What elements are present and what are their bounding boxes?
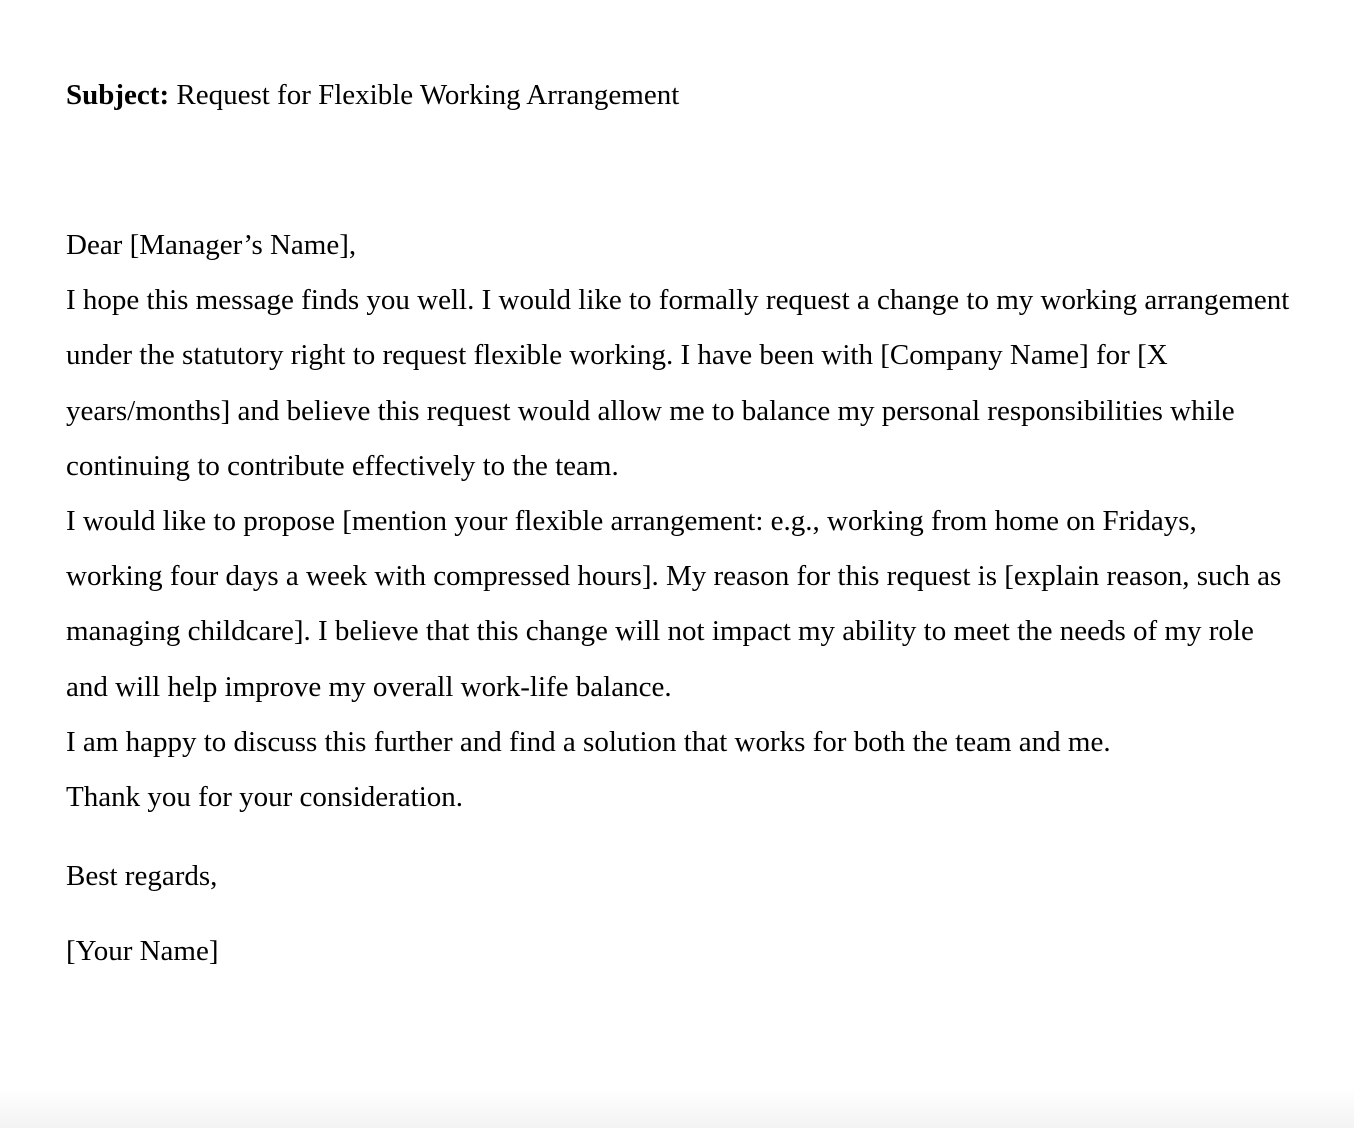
paragraph-thanks: Thank you for your consideration. <box>66 781 464 814</box>
salutation: Dear [Manager’s Name], <box>66 229 357 261</box>
subject-text: Request for Flexible Working Arrangement <box>176 79 680 111</box>
paragraph-discussion: I am happy to discuss this further and find a solution that works for both the team and me. <box>66 725 1111 758</box>
bottom-shadow <box>0 1088 1354 1128</box>
paragraph-proposal: I would like to propose [mention your flexible arrangement: e.g., working from home on Fridays, working four days a week with compressed hours]. My reason for this request is [explain reason, such as managing childcare]. I believe that this change will not impact my ability to meet the needs of my role and will help improve my overall work-life balance. <box>66 505 1282 703</box>
paragraph-intro: I hope this message finds you well. I would like to formally request a change to my working arrangement under the statutory right to request flexible working. I have been with [Company Name] for [X years/months] and believe this request would allow me to balance my personal responsibilities while continuing to contribute effectively to the team. <box>66 284 1290 482</box>
signature-placeholder: [Your Name] <box>66 935 219 967</box>
letter-body <box>66 218 1296 825</box>
subject-line <box>66 75 679 115</box>
closing: Best regards, <box>66 860 218 892</box>
subject-label: Subject: <box>66 79 170 111</box>
